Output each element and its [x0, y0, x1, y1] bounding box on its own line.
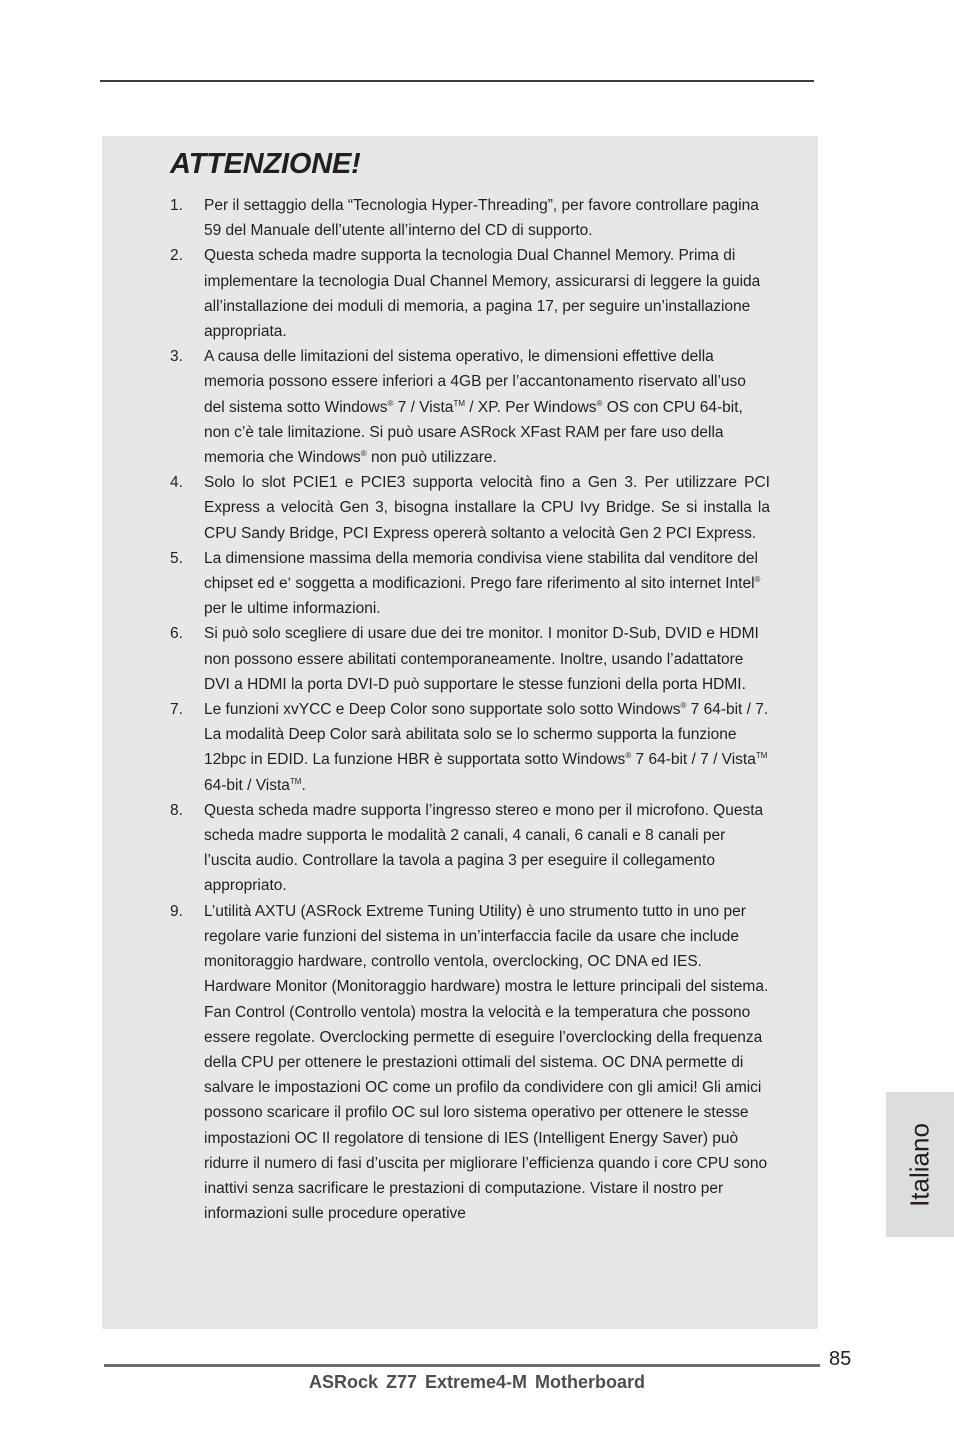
- note-text: L’utilità AXTU (ASRock Extreme Tuning Utility) è uno strumento tutto in uno per regolare varie funzioni del sistema in un’interfaccia facile da usare che include monitoraggio hardware, controllo ventola, overclocking, OC DNA ed IES. Hardware Monitor (Monitoraggio hardware) mostra le letture principali del sistema. Fan Control (Controllo ventola) mostra la velocità e la temperatura che possono essere regolate. Overclocking permette di eseguire l’overclocking della frequenza della CPU per ottenere le prestazioni ottimali del sistema. OC DNA permette di salvare le impostazioni OC come un profilo da condividere con gli amici! Gli amici possono scaricare il profilo OC sul loro sistema operativo per ottenere le stesse impostazioni OC Il regolatore di tensione di IES (Intelligent Energy Saver) può ridurre il numero di fasi d’uscita per migliorare l’efficienza quando i core CPU sono inattivi senza sacrificare le prestazioni di computazione. Vistare il nostro per informazioni sulle procedure operative: [204, 902, 769, 1223]
- registered-mark: ®: [625, 751, 632, 761]
- note-number: 8.: [170, 801, 183, 819]
- note-item: [170, 798, 770, 899]
- note-text: Questa scheda madre supporta l’ingresso stereo e mono per il microfono. Questa scheda madre supporta le modalità 2 canali, 4 canali, 6 canali e 8 canali per l’uscita audio. Controllare la tavola a pagina 3 per eseguire il collegamento appropriato.: [204, 801, 764, 895]
- note-item: [170, 621, 770, 697]
- note-item: [170, 546, 770, 622]
- registered-mark: ®: [360, 449, 367, 459]
- registered-mark: ®: [596, 398, 603, 408]
- registered-mark: ®: [754, 575, 761, 585]
- notes-list: [170, 193, 770, 1226]
- note-number: 3.: [170, 348, 183, 366]
- note-text: A causa delle limitazioni del sistema operativo, le dimensioni effettive della memoria possono essere inferiori a 4GB per l’accantonamento riservato all’uso del sistema sotto Windows® 7 / Vista™ / XP. Per Windows® OS con CPU 64-bit, non c’è tale limitazione. Si può usare ASRock XFast RAM per fare uso della memoria che Windows® non può utilizzare.: [204, 348, 746, 467]
- registered-mark: ®: [387, 398, 394, 408]
- note-text: La dimensione massima della memoria condivisa viene stabilita dal venditore del chipset ed e‘ soggetta a modificazioni. Prego fare riferimento al sito internet Intel® per le ultime informazioni.: [204, 549, 761, 618]
- language-tab: [886, 1092, 954, 1237]
- trademark-mark: TM: [453, 398, 465, 408]
- note-item: [170, 243, 770, 344]
- page-heading: ATTENZIONE!: [170, 148, 361, 180]
- note-text: Per il settaggio della “Tecnologia Hyper-Threading”, per favore controllare pagina 59 del Manuale dell’utente all’interno del CD di supporto.: [204, 197, 759, 240]
- note-number: 6.: [170, 625, 183, 643]
- note-text: Le funzioni xvYCC e Deep Color sono supportate solo sotto Windows® 7 64-bit / 7. La modalità Deep Color sarà abilitata solo se lo schermo supporta la funzione 12bpc in EDID. La funzione HBR è supportata sotto Windows® 7 64-bit / 7 / Vista™ 64-bit / Vista™.: [204, 701, 769, 794]
- note-item: [170, 344, 770, 470]
- page-number: 85: [829, 1348, 852, 1370]
- top-rule: [100, 80, 814, 82]
- trademark-mark: TM: [755, 751, 768, 761]
- trademark-mark: TM: [289, 776, 302, 786]
- language-tab-label: Italiano: [904, 1122, 935, 1207]
- note-item: [170, 193, 770, 243]
- note-number: 1.: [170, 197, 183, 214]
- note-text: Questa scheda madre supporta la tecnologia Dual Channel Memory. Prima di implementare la tecnologia Dual Channel Memory, assicurarsi di leggere la guida all’installazione dei moduli di memoria, a pagina 17, per seguire un’installazione appropriata.: [204, 247, 761, 341]
- note-item: [170, 899, 770, 1227]
- note-number: 2.: [170, 247, 183, 265]
- note-number: 7.: [170, 701, 183, 719]
- note-text: Solo lo slot PCIE1 e PCIE3 supporta velocità fino a Gen 3. Per utilizzare PCI Express a velocità Gen 3, bisogna installare la CPU Ivy Bridge. Se si installa la CPU Sandy Bridge, PCI Express opererà soltanto a velocità Gen 2 PCI Express.: [204, 474, 770, 542]
- bottom-rule: [104, 1364, 820, 1367]
- note-number: 9.: [170, 902, 183, 920]
- note-item: [170, 697, 770, 798]
- note-number: 5.: [170, 549, 183, 567]
- note-number: 4.: [170, 474, 183, 492]
- note-text: Si può solo scegliere di usare due dei tre monitor. I monitor D-Sub, DVID e HDMI non possono essere abilitati contemporaneamente. Inoltre, usando l’adattatore DVI a HDMI la porta DVI-D può supportare le stesse funzioni della porta HDMI.: [204, 625, 759, 693]
- registered-mark: ®: [680, 701, 687, 711]
- footer-title: ASRock Z77 Extreme4-M Motherboard: [308, 1372, 646, 1392]
- note-item: [170, 470, 770, 546]
